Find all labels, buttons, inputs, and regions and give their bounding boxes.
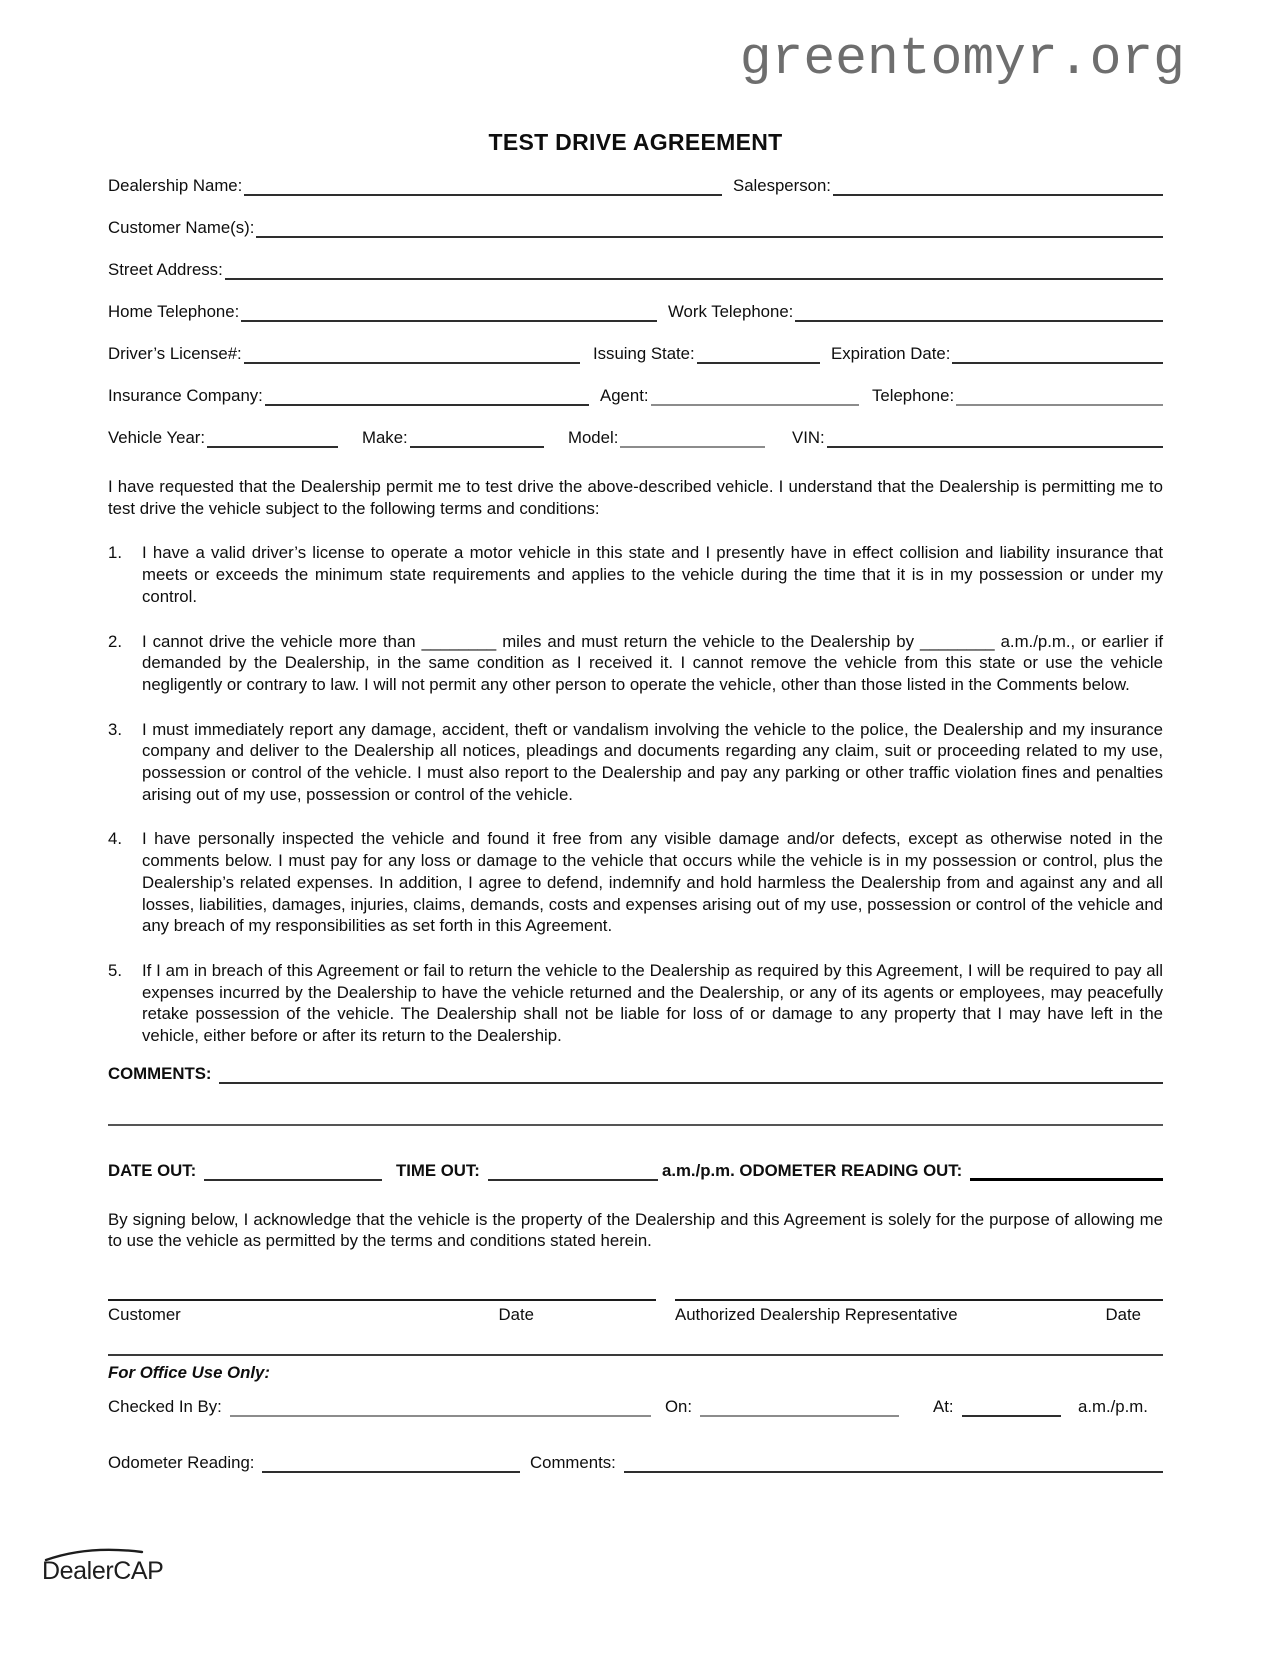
field-checked-in-on — [665, 1397, 899, 1417]
issuing-state-label: Issuing State: — [593, 344, 695, 363]
checked-in-by-line[interactable] — [230, 1397, 651, 1417]
field-dealership-name — [108, 176, 722, 196]
field-drivers-license — [108, 344, 580, 364]
time-out-label: TIME OUT: — [396, 1160, 480, 1180]
field-vin — [792, 428, 1163, 448]
insurance-telephone-line[interactable] — [956, 386, 1163, 406]
expiration-date-line[interactable] — [952, 344, 1163, 364]
on-line[interactable] — [700, 1397, 899, 1417]
customer-names-line[interactable] — [256, 218, 1163, 238]
vin-label: VIN: — [792, 428, 825, 447]
page-title: TEST DRIVE AGREEMENT — [488, 129, 783, 155]
term-item-3 — [108, 719, 1163, 806]
field-date-out — [108, 1161, 382, 1181]
term-text: I have a valid driver’s license to operate a motor vehicle in this state and I presently have in effect collision and liability insurance that meets or exceeds the minimum state requirements and applies to the vehicle during the time that it is in my possession or under my control. — [142, 543, 1163, 606]
term-text: I must immediately report any damage, accident, theft or vandalism involving the vehicle to the police, the Dealership and my insurance company and deliver to the Dealership all notices, pleadings and documents regarding any claim, suit or proceeding related to my use, possession or control of the vehicle. I must also report to the Dealership and pay any parking or other traffic violation fines and penalties arising out of my use, possession or control of the vehicle. — [142, 719, 1163, 804]
field-agent — [600, 386, 859, 406]
make-line[interactable] — [410, 428, 544, 448]
vin-line[interactable] — [827, 428, 1163, 448]
on-label: On: — [665, 1397, 693, 1417]
representative-signature-label: Authorized Dealership Representative — [675, 1305, 958, 1325]
watermark: greentomyr.org — [739, 29, 1185, 89]
term-text: I have personally inspected the vehicle and found it free from any visible damage and/or defects, except as otherwise noted in the comments below. I must pay for any loss or damage to the vehicle that occurs while the vehicle is in my possession or control, plus the Dealership’s related expenses. In addition, I agree to defend, indemnify and hold harmless the Dealership from and against any and all losses, liabilities, damages, injuries, claims, demands, costs and expenses arising out of my use, possession or control of the vehicle and any breach of my responsibilities as set forth in this Agreement. — [142, 829, 1163, 936]
term-number: 3. — [108, 719, 122, 739]
row-checked-in — [108, 1397, 1163, 1417]
odometer-reading-line[interactable] — [262, 1453, 520, 1473]
office-comments-label: Comments: — [530, 1453, 616, 1473]
field-home-telephone — [108, 302, 657, 322]
dealership-name-line[interactable] — [244, 176, 722, 196]
term-number: 5. — [108, 960, 122, 980]
field-odometer-reading — [108, 1453, 520, 1473]
signature-row — [108, 1299, 1163, 1325]
term-text: If I am in breach of this Agreement or fail to return the vehicle to the Dealership as required by this Agreement, I will be required to pay all expenses incurred by the Dealership to have the vehicle returned and the Dealership, or any of its agents or employees, may peacefully retake possession of the vehicle. The Dealership shall not be liable for loss of or damage to any property that I may have left in the vehicle, either before or after its return to the Dealership. — [142, 960, 1163, 1046]
representative-signature-block[interactable] — [675, 1299, 1163, 1325]
drivers-license-label: Driver’s License#: — [108, 344, 242, 363]
row-customer-names — [108, 218, 1163, 238]
field-salesperson — [733, 176, 1163, 196]
customer-signature-label: Customer — [108, 1305, 181, 1325]
field-odometer-out — [662, 1161, 1163, 1181]
customer-date-label: Date — [498, 1305, 534, 1325]
row-dealership-salesperson — [108, 176, 1163, 196]
comments-line-1[interactable] — [219, 1064, 1163, 1084]
comments-label: COMMENTS: — [108, 1063, 212, 1083]
term-item-5 — [108, 960, 1163, 1047]
term-number: 1. — [108, 543, 122, 563]
office-section-divider — [108, 1354, 1163, 1356]
street-address-line[interactable] — [225, 260, 1163, 280]
date-out-label: DATE OUT: — [108, 1160, 197, 1180]
signing-paragraph: By signing below, I acknowledge that the vehicle is the property of the Dealership and this Agreement is solely for the purpose of allowing me to use the vehicle as permitted by the terms and conditions stated herein. — [108, 1209, 1163, 1251]
row-checkout — [108, 1161, 1163, 1181]
ampm-label: a.m./p.m. — [1078, 1397, 1148, 1417]
field-expiration-date — [831, 344, 1163, 364]
model-line[interactable] — [620, 428, 765, 448]
row-vehicle — [108, 428, 1163, 448]
row-insurance — [108, 386, 1163, 406]
salesperson-line[interactable] — [833, 176, 1163, 196]
office-use-heading: For Office Use Only: — [108, 1363, 270, 1383]
field-checked-in-at — [933, 1397, 1061, 1417]
drivers-license-line[interactable] — [244, 344, 580, 364]
term-number: 2. — [108, 631, 122, 651]
field-comments — [108, 1064, 1163, 1084]
intro-paragraph: I have requested that the Dealership permit me to test drive the above-described vehicle. I understand that the Dealership is permitting me to test drive the vehicle subject to the following terms and conditions: — [108, 477, 1163, 518]
odometer-reading-label: Odometer Reading: — [108, 1453, 255, 1473]
at-label: At: — [933, 1397, 954, 1417]
expiration-date-label: Expiration Date: — [831, 344, 951, 363]
dealership-name-label: Dealership Name: — [108, 176, 243, 195]
term-number: 4. — [108, 829, 122, 849]
field-work-telephone — [668, 302, 1163, 322]
term-item-1 — [108, 542, 1163, 607]
insurance-telephone-label: Telephone: — [872, 386, 955, 405]
comments-line-2[interactable] — [108, 1084, 1163, 1126]
work-telephone-line[interactable] — [795, 302, 1163, 322]
home-telephone-line[interactable] — [241, 302, 657, 322]
field-insurance-company — [108, 386, 589, 406]
row-comments — [108, 1064, 1163, 1084]
field-customer-names — [108, 218, 1163, 238]
dealercap-logo — [40, 1544, 200, 1590]
field-office-comments — [530, 1453, 1163, 1473]
term-item-2 — [108, 631, 1163, 696]
at-line[interactable] — [962, 1397, 1061, 1417]
insurance-company-line[interactable] — [265, 386, 589, 406]
customer-signature-block[interactable] — [108, 1299, 656, 1325]
row-telephones — [108, 302, 1163, 322]
vehicle-year-line[interactable] — [207, 428, 338, 448]
work-telephone-label: Work Telephone: — [668, 302, 794, 321]
model-label: Model: — [568, 428, 619, 447]
row-drivers-license — [108, 344, 1163, 364]
logo-text: DealerCAP — [42, 1557, 164, 1585]
field-checked-in-by — [108, 1397, 651, 1417]
odometer-out-line[interactable] — [970, 1161, 1163, 1181]
agent-line[interactable] — [651, 386, 859, 406]
office-comments-line[interactable] — [624, 1453, 1163, 1473]
issuing-state-line[interactable] — [697, 344, 820, 364]
field-street-address — [108, 260, 1163, 280]
field-time-out — [396, 1161, 658, 1181]
date-out-line[interactable] — [204, 1161, 382, 1181]
time-out-line[interactable] — [488, 1161, 658, 1181]
field-make — [362, 428, 544, 448]
agent-label: Agent: — [600, 386, 649, 405]
form-content — [108, 0, 1163, 1473]
home-telephone-label: Home Telephone: — [108, 302, 240, 321]
row-odometer-in — [108, 1453, 1163, 1473]
street-address-label: Street Address: — [108, 260, 223, 279]
field-model — [568, 428, 765, 448]
term-item-4 — [108, 828, 1163, 937]
salesperson-label: Salesperson: — [733, 176, 831, 195]
field-issuing-state — [593, 344, 820, 364]
vehicle-year-label: Vehicle Year: — [108, 428, 206, 447]
row-street-address — [108, 260, 1163, 280]
checked-in-by-label: Checked In By: — [108, 1397, 222, 1417]
make-label: Make: — [362, 428, 408, 447]
representative-date-label: Date — [1105, 1305, 1141, 1325]
ampm-odometer-out-label: a.m./p.m. ODOMETER READING OUT: — [662, 1160, 963, 1180]
term-text: I cannot drive the vehicle more than ________ miles and must return the vehicle to the Dealership by ________ a.m./p.m., or earlier if demanded by the Dealership, in the same condition as I received it. I cannot remove the vehicle from this state or use the vehicle negligently or contrary to law. I will not permit any other person to operate the vehicle, other than those listed in the Comments below. — [142, 631, 1163, 694]
customer-names-label: Customer Name(s): — [108, 218, 255, 237]
field-vehicle-year — [108, 428, 338, 448]
field-insurance-telephone — [872, 386, 1163, 406]
insurance-company-label: Insurance Company: — [108, 386, 263, 405]
